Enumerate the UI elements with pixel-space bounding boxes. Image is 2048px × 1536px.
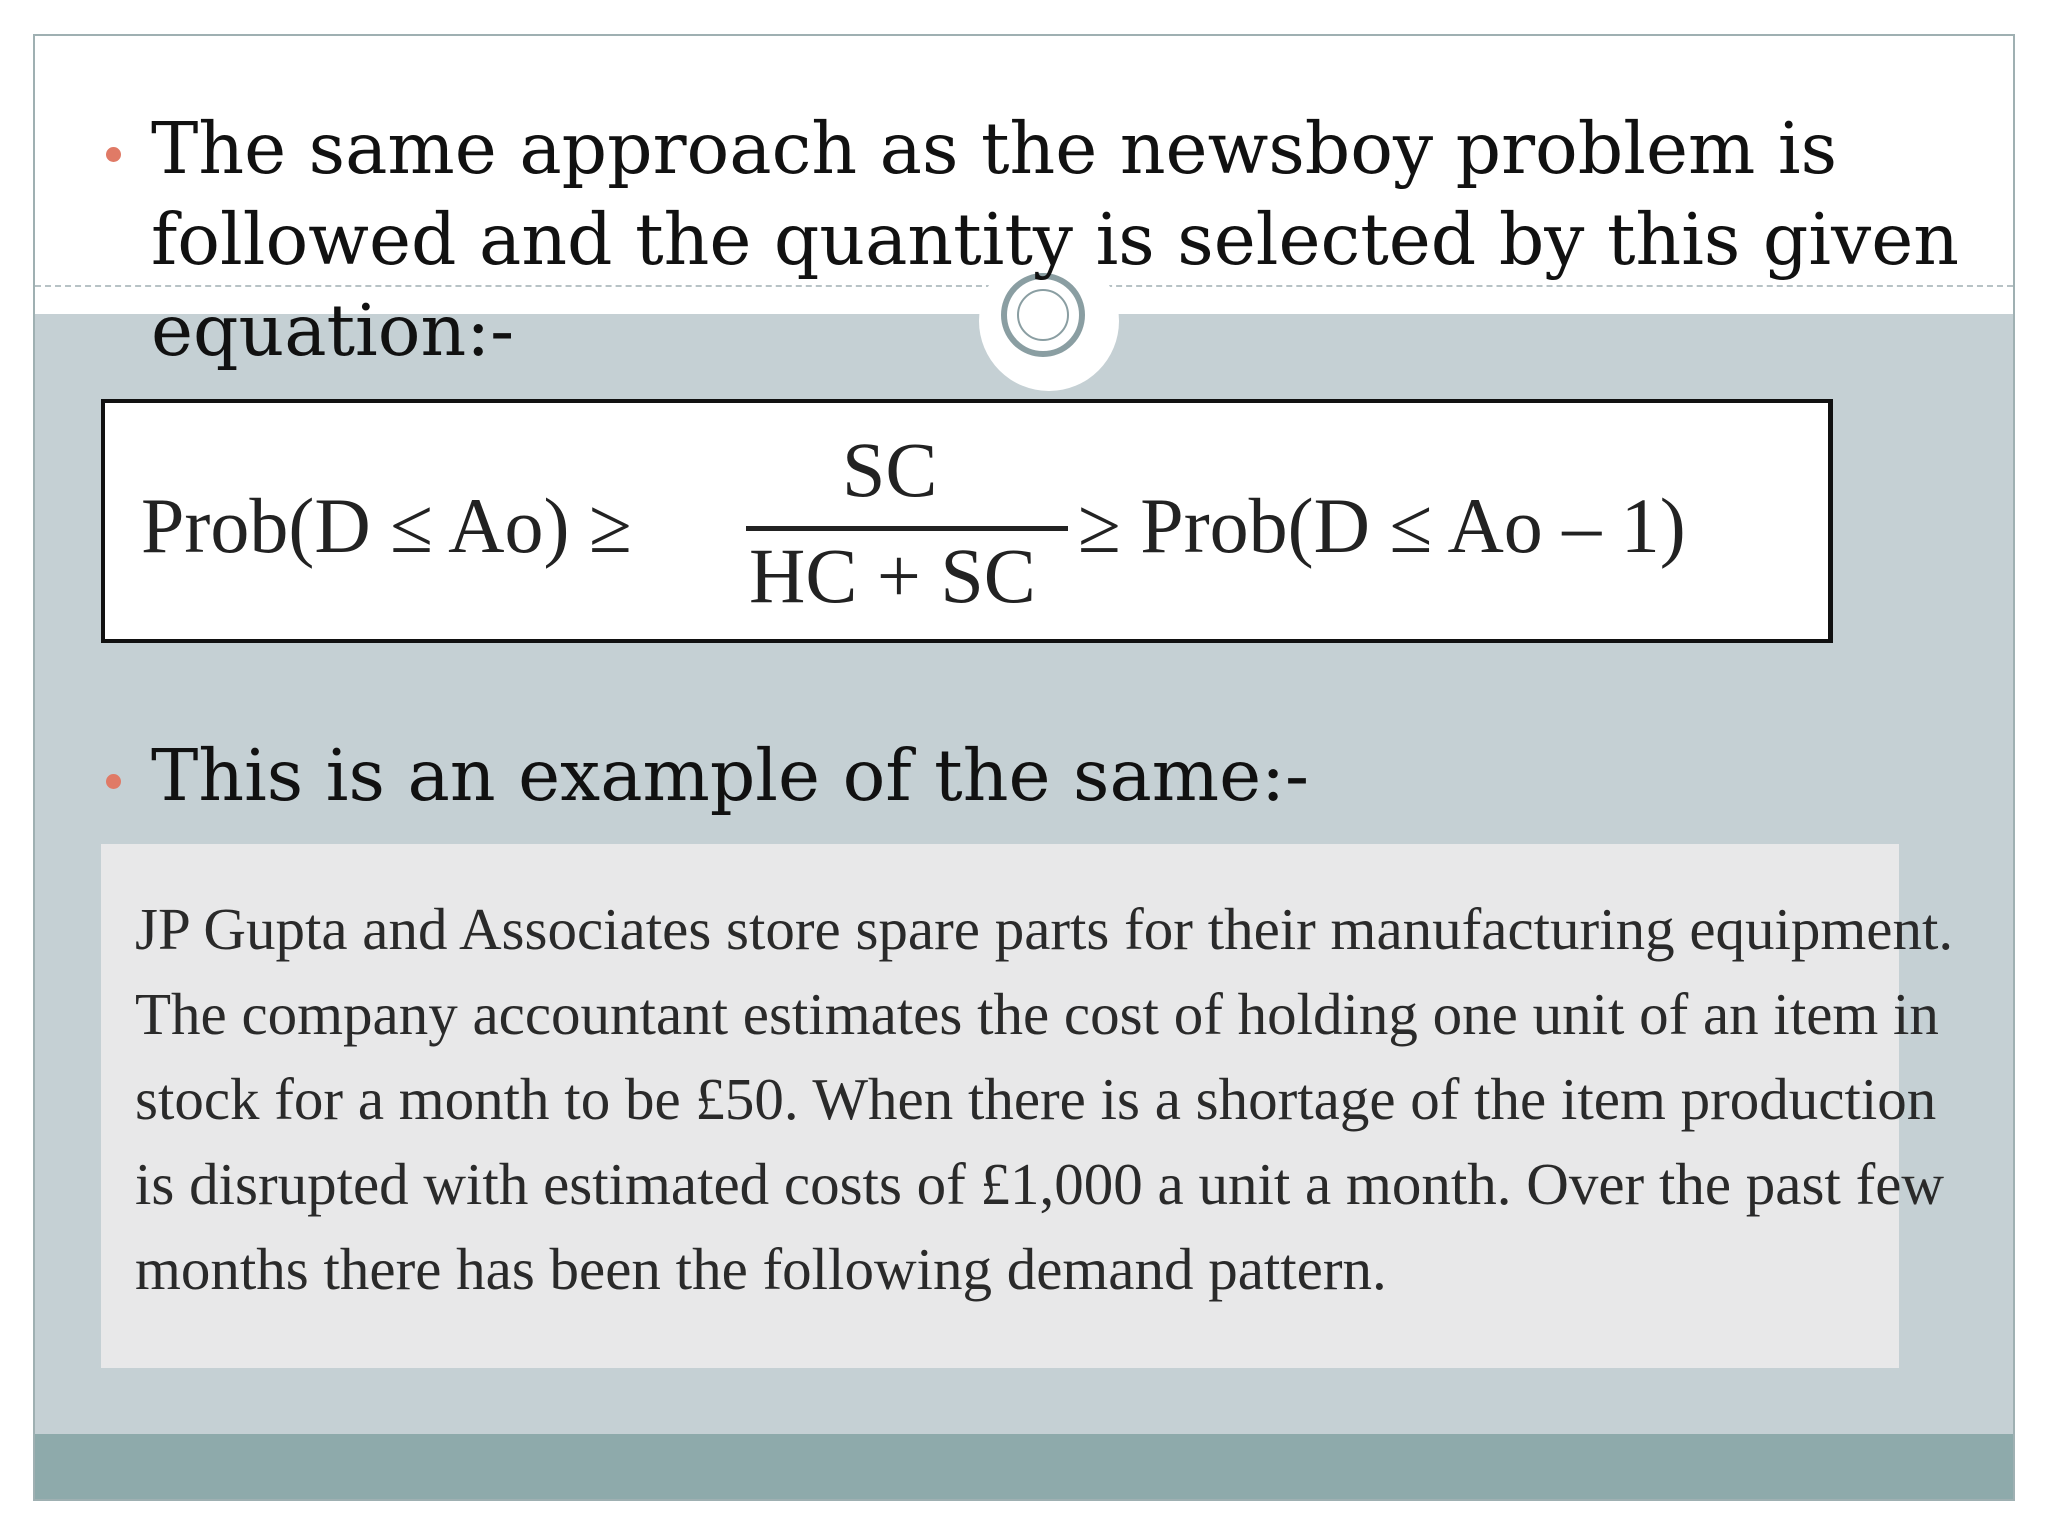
equation-numerator: SC xyxy=(842,426,938,513)
bullet-text-example: This is an example of the same:- xyxy=(151,734,1310,817)
example-line: The company accountant estimates the cost of holding one unit of an item in xyxy=(135,981,1939,1047)
equation-right: ≥ Prob(D ≤ Ao – 1) xyxy=(1078,482,1686,569)
bullet-text-line-1: The same approach as the newsboy problem is xyxy=(151,107,1838,190)
equation-denominator: HC + SC xyxy=(749,532,1036,619)
bullet-text-line-3: equation:- xyxy=(151,289,515,372)
footer-band xyxy=(35,1434,2013,1501)
slide xyxy=(33,34,2015,1501)
bullet-text-line-2: followed and the quantity is selected by this given xyxy=(151,198,1959,281)
example-line: stock for a month to be £50. When there is a shortage of the item production xyxy=(135,1066,1937,1132)
example-line: months there has been the following demand pattern. xyxy=(135,1236,1387,1302)
equation-box xyxy=(101,399,1833,643)
fraction-bar xyxy=(746,526,1068,531)
example-line: is disrupted with estimated costs of £1,000 a unit a month. Over the past few xyxy=(135,1151,1945,1217)
equation-left: Prob(D ≤ Ao) ≥ xyxy=(141,482,632,569)
example-text-box xyxy=(101,844,1954,1368)
example-line: JP Gupta and Associates store spare parts for their manufacturing equipment. xyxy=(135,896,1954,962)
bullet-dot-icon xyxy=(106,774,121,789)
bullet-dot-icon xyxy=(106,147,121,162)
